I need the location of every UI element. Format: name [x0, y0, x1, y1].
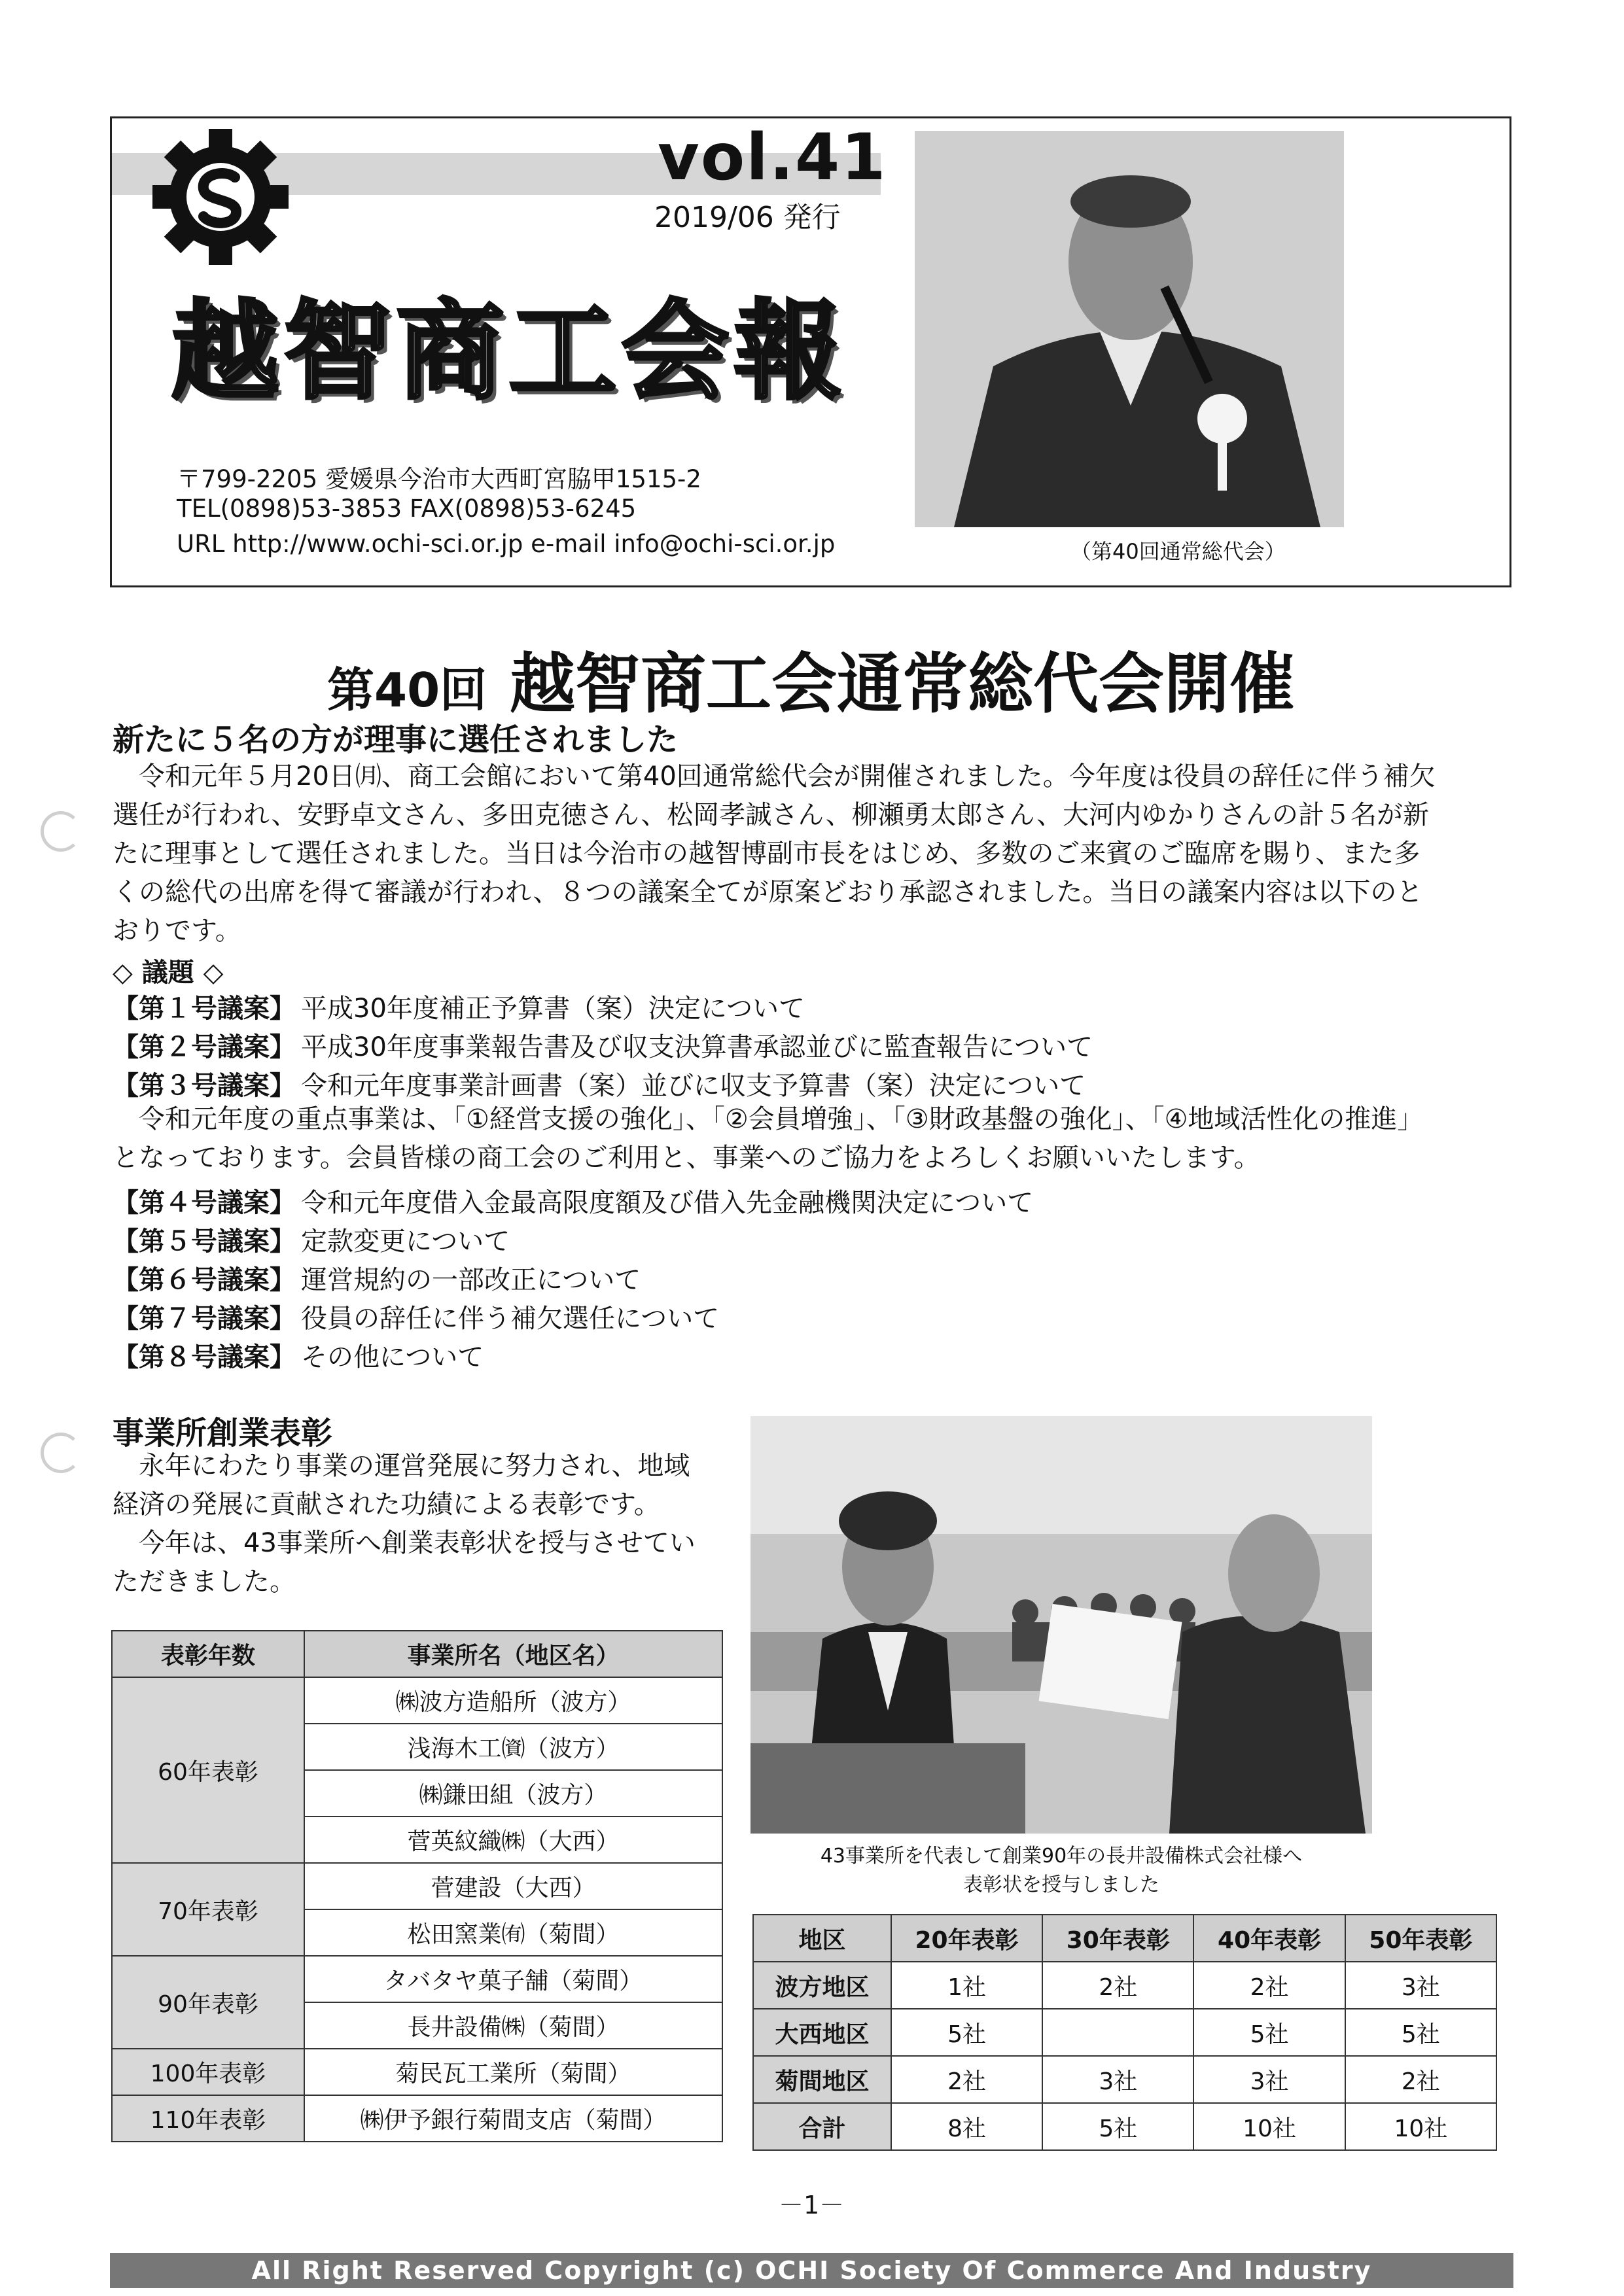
count-cell: 5社 [1042, 2103, 1193, 2150]
business-name-cell: 菅英紋織㈱（大西） [304, 1817, 722, 1863]
award-years-cell: 110年表彰 [112, 2095, 304, 2142]
agenda-text: 役員の辞任に伴う補欠選任について [301, 1304, 720, 1334]
count-cell: 10社 [1345, 2103, 1496, 2150]
column-header: 40年表彰 [1193, 1915, 1345, 1962]
district-cell: 波方地区 [753, 1962, 891, 2009]
agenda-text: 平成30年度補正予算書（案）決定について [301, 994, 805, 1024]
business-name-cell: 菅建設（大西） [304, 1863, 722, 1909]
url-email: URL http://www.ochi-sci.or.jp e-mail info@ochi-sci.or.jp [177, 530, 836, 558]
punch-hole-top [41, 811, 81, 852]
award-years-cell: 70年表彰 [112, 1863, 304, 1956]
award-line: 経済の発展に貢献された功績による表彰です。 [113, 1489, 660, 1520]
agenda-label: 【第５号議案】 [113, 1226, 296, 1257]
count-cell: 5社 [1345, 2009, 1496, 2056]
count-cell [1042, 2009, 1193, 2056]
count-cell: 2社 [1345, 2056, 1496, 2103]
count-cell: 2社 [1042, 1962, 1193, 2009]
gear-logo-icon [152, 128, 289, 266]
column-header: 30年表彰 [1042, 1915, 1193, 1962]
award-photo-drawing [750, 1416, 1372, 1834]
footer-copyright: All Right Reserved Copyright (c) OCHI Society Of Commerce And Industry [251, 2256, 1372, 2285]
column-header: 地区 [753, 1915, 891, 1962]
priority-line: 令和元年度の重点事業は、「①経営支援の強化」、「②会員増強」、「③財政基盤の強化」、「④地域活性化の推進」 [113, 1104, 1424, 1134]
agenda-text: 定款変更について [301, 1226, 510, 1257]
priority-paragraph [113, 1100, 1513, 1177]
article-title-main: 越智商工会通常総代会開催 [510, 645, 1296, 722]
table-row [753, 2056, 1496, 2103]
award-heading: 事業所創業表彰 [113, 1415, 333, 1452]
district-cell: 合計 [753, 2103, 891, 2150]
award-years-cell: 60年表彰 [112, 1677, 304, 1863]
agenda-label: 【第２号議案】 [113, 1032, 296, 1062]
award-line: 永年にわたり事業の運営発展に努力され、地域 [113, 1451, 690, 1481]
punch-hole-bottom [41, 1433, 81, 1473]
table-row [753, 2103, 1496, 2150]
speaker-photo-caption: （第40回通常総代会） [1070, 539, 1286, 564]
award-paragraph [113, 1447, 741, 1601]
intro-line: くの総代の出席を得て審議が行われ、８つの議案全てが原案どおり承認されました。当日の議案内容は以下のと [113, 877, 1423, 907]
intro-line: 選任が行われ、安野卓文さん、多田克徳さん、松岡孝誠さん、柳瀬勇太郎さん、大河内ゆかりさんの計５名が新 [113, 800, 1429, 830]
award-photo-caption-line2: 表彰状を授与しました [963, 1873, 1159, 1896]
award-years-cell: 100年表彰 [112, 2049, 304, 2095]
agenda-item [113, 1259, 641, 1296]
agenda-item [113, 1182, 1033, 1219]
agenda-item [113, 988, 805, 1025]
business-name-cell: 長井設備㈱（菊間） [304, 2002, 722, 2049]
tel-fax: TEL(0898)53-3853 FAX(0898)53-6245 [177, 495, 637, 523]
count-cell: 5社 [891, 2009, 1042, 2056]
speaker-photo [915, 131, 1344, 527]
article-title-prefix: 第40回 [327, 663, 487, 718]
article-subtitle: 新たに５名の方が理事に選任されました [113, 722, 679, 758]
address: 〒799-2205 愛媛県今治市大西町宮脇甲1515-2 [177, 465, 701, 493]
agenda-text: 令和元年度事業計画書（案）並びに収支予算書（案）決定について [301, 1071, 1086, 1101]
agenda-label: 【第８号議案】 [113, 1342, 296, 1372]
count-cell: 2社 [891, 2056, 1042, 2103]
count-cell: 10社 [1193, 2103, 1345, 2150]
district-summary-table [752, 1914, 1497, 2151]
business-name-cell: 浅海木工㈾（波方） [304, 1724, 722, 1770]
issue-date: 2019/06 発行 [654, 201, 841, 234]
agenda-label: 【第６号議案】 [113, 1265, 296, 1295]
intro-line: おりです。 [113, 916, 241, 946]
agenda-label: 【第３号議案】 [113, 1071, 296, 1101]
count-cell: 5社 [1193, 2009, 1345, 2056]
agenda-item [113, 1336, 484, 1374]
award-line: ただきました。 [113, 1567, 296, 1597]
district-cell: 大西地区 [753, 2009, 891, 2056]
agenda-text: 令和元年度借入金最高限度額及び借入先金融機関決定について [301, 1188, 1034, 1218]
table-row [753, 1962, 1496, 2009]
agenda-heading: ◇ 議題 ◇ [113, 958, 224, 988]
page-number: －1－ [779, 2191, 845, 2219]
business-name-cell: タバタヤ菓子舗（菊間） [304, 1956, 722, 2002]
count-cell: 3社 [1345, 1962, 1496, 2009]
table-row [753, 2009, 1496, 2056]
table-row [112, 1956, 722, 2002]
agenda-text: 運営規約の一部改正について [301, 1265, 641, 1295]
agenda-text: 平成30年度事業報告書及び収支決算書承認並びに監査報告について [301, 1032, 1093, 1062]
agenda-item [113, 1221, 510, 1258]
business-name-cell: 菊民瓦工業所（菊間） [304, 2049, 722, 2095]
award-years-cell: 90年表彰 [112, 1956, 304, 2049]
table-row [112, 2049, 722, 2095]
column-header: 50年表彰 [1345, 1915, 1496, 1962]
column-header: 表彰年数 [112, 1631, 304, 1677]
intro-paragraph [113, 757, 1513, 950]
business-name-cell: ㈱伊予銀行菊間支店（菊間） [304, 2095, 722, 2142]
award-ceremony-photo [750, 1416, 1372, 1834]
award-recipients-table [111, 1630, 723, 2142]
column-header: 20年表彰 [891, 1915, 1042, 1962]
table-header-row [753, 1915, 1496, 1962]
agenda-label: 【第４号議案】 [113, 1188, 296, 1218]
count-cell: 3社 [1042, 2056, 1193, 2103]
table-header-row [112, 1631, 722, 1677]
agenda-label: 【第１号議案】 [113, 994, 296, 1024]
table-row [112, 1863, 722, 1909]
business-name-cell: ㈱波方造船所（波方） [304, 1677, 722, 1724]
agenda-item [113, 1298, 719, 1335]
intro-line: 令和元年５月20日㈪、商工会館において第40回通常総代会が開催されました。今年度は役員の辞任に伴う補欠 [113, 761, 1436, 791]
count-cell: 1社 [891, 1962, 1042, 2009]
count-cell: 2社 [1193, 1962, 1345, 2009]
count-cell: 3社 [1193, 2056, 1345, 2103]
table-row [112, 1677, 722, 1724]
business-name-cell: ㈱鎌田組（波方） [304, 1770, 722, 1817]
agenda-item [113, 1065, 1086, 1102]
agenda-text: その他について [301, 1342, 484, 1372]
award-line: 今年は、43事業所へ創業表彰状を授与させてい [113, 1528, 696, 1558]
priority-line: となっております。会員皆様の商工会のご利用と、事業へのご協力をよろしくお願いいたします。 [113, 1143, 1260, 1173]
intro-line: たに理事として選任されました。当日は今治市の越智博副市長をはじめ、多数のご来賓のご臨席を賜り、また多 [113, 839, 1421, 869]
volume-number: vol.41 [658, 120, 887, 195]
table-row [112, 2095, 722, 2142]
business-name-cell: 松田窯業㈲（菊間） [304, 1909, 722, 1956]
count-cell: 8社 [891, 2103, 1042, 2150]
column-header: 事業所名（地区名） [304, 1631, 722, 1677]
agenda-label: 【第７号議案】 [113, 1304, 296, 1334]
newsletter-title: 越智商工会報 [171, 288, 847, 414]
district-cell: 菊間地区 [753, 2056, 891, 2103]
award-photo-caption-line1: 43事業所を代表して創業90年の長井設備株式会社様へ [820, 1845, 1303, 1868]
agenda-item [113, 1026, 1093, 1064]
speaker-photo-drawing [915, 131, 1344, 527]
article-title [327, 631, 1295, 725]
